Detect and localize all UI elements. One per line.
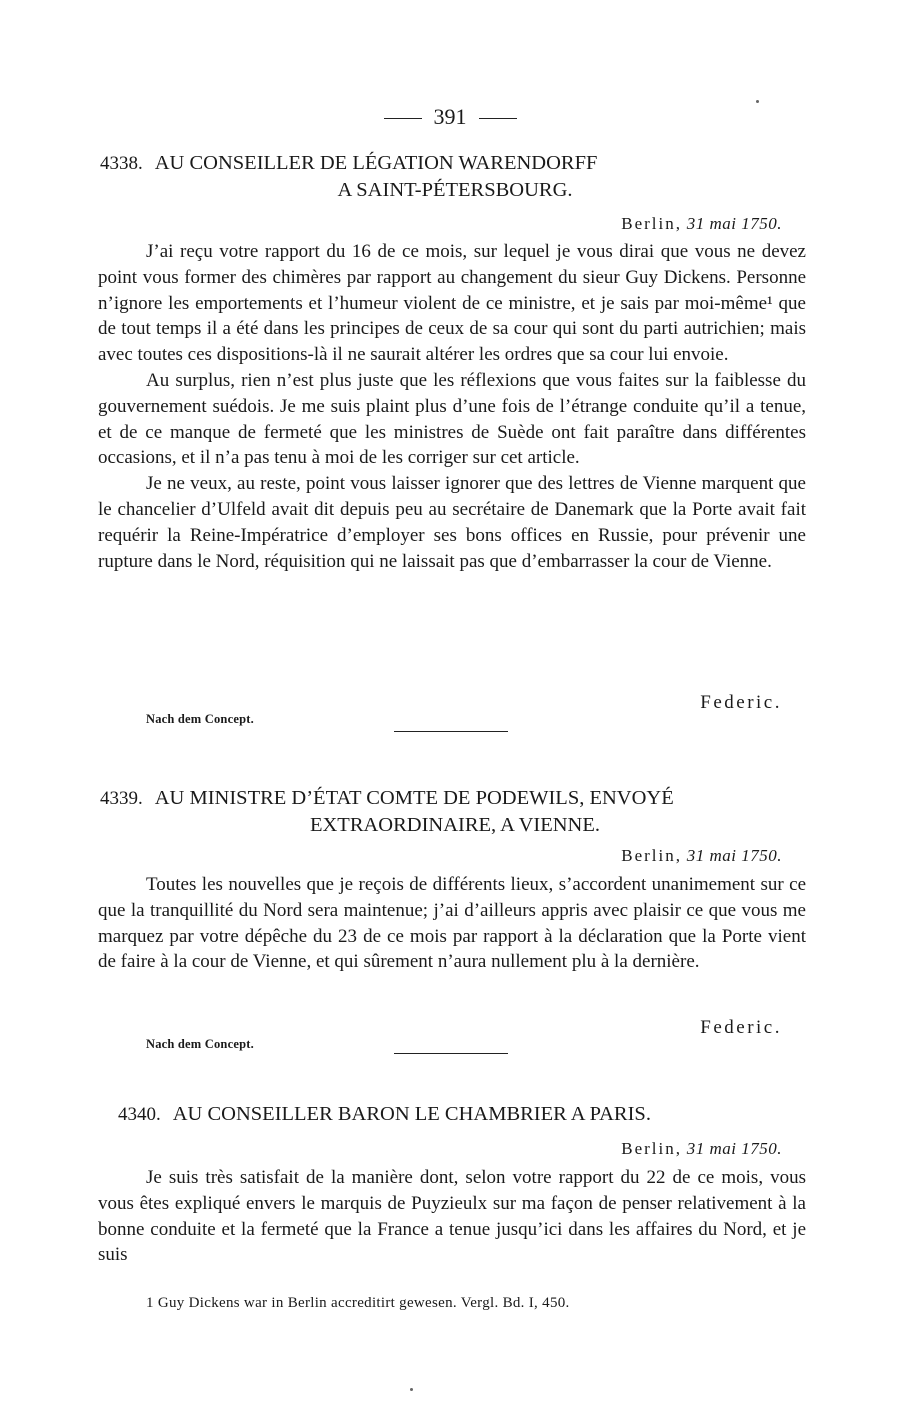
paragraph: Au surplus, rien n’est plus juste que les réflexions que vous faites sur la faiblesse du gouvernement suédois. Je me suis plaint plus d’une fois de l’étrange conduite qu’il a tenue, et de ce manque de fermeté que les ministres de Suède ont fait paraître dans différentes occasions, et il n’a pas tenu à moi de les corriger sur cet article. (98, 369, 806, 469)
letter-number: 4338. (100, 153, 143, 174)
page-number-dash-left (384, 118, 422, 119)
print-speck (410, 1388, 413, 1391)
dateline-date: 31 mai 1750. (686, 214, 782, 233)
letter-4339-dateline (621, 846, 782, 866)
paragraph: Je suis très satisfait de la manière dont, selon votre rapport du 22 de ce mois, vous vous êtes expliqué envers le marquis de Puyzieulx sur ma façon de penser relativement à la bonne conduite et la fermeté que la France a tenue jusqu’ici dans les affaires du Nord, et je suis (98, 1167, 806, 1266)
letter-4338-dateline (621, 214, 782, 234)
heading-line-2: EXTRAORDINAIRE, A VIENNE. (309, 814, 601, 836)
dateline-date: 31 mai 1750. (686, 846, 782, 865)
paragraph: J’ai reçu votre rapport du 16 de ce mois, sur lequel je vous dirai que vous ne devez point vous former des chimères par rapport au changement du sieur Guy Dickens. Personne n’ignore les emportements et l’humeur violent de ce ministre, et je sais par moi-même¹ que de tout temps il a été dans les principes de ceux de sa cour qui sont du parti autrichien; mais avec toutes ces dispositions-là il ne saurait altérer les ordres que sa cour lui envoie. (98, 241, 806, 366)
heading-line-1: AU MINISTRE D’ÉTAT COMTE DE PODEWILS, ENVOYÉ (154, 787, 674, 809)
dateline-place: Berlin, (621, 846, 682, 865)
letter-4340-heading (118, 1101, 828, 1128)
heading-line-1: AU CONSEILLER BARON LE CHAMBRIER A PARIS. (172, 1103, 651, 1125)
print-speck (756, 100, 759, 103)
dateline-place: Berlin, (621, 1139, 682, 1158)
letter-4340-body (98, 1165, 806, 1268)
letter-4339-body (98, 872, 806, 975)
letter-4338-source-note: Nach dem Concept. (146, 712, 254, 726)
letter-4338-signature: Federic. (700, 692, 782, 713)
letter-4339-source-note: Nach dem Concept. (146, 1037, 254, 1051)
letter-number: 4340. (118, 1104, 161, 1125)
dateline-date: 31 mai 1750. (686, 1139, 782, 1158)
letter-4340-dateline (621, 1139, 782, 1159)
page-number-dash-right (479, 118, 517, 119)
letter-number: 4339. (100, 788, 143, 809)
page-number-text: 391 (433, 104, 467, 129)
letter-4338-body (98, 239, 806, 574)
section-divider (394, 1053, 508, 1054)
footnote: 1 Guy Dickens war in Berlin accreditirt gewesen. Vergl. Bd. I, 450. (146, 1295, 570, 1311)
page-number (0, 104, 900, 130)
paragraph: Toutes les nouvelles que je reçois de différents lieux, s’accordent unanimement sur ce que la tranquillité du Nord sera maintenue; j’ai d’ailleurs appris avec plaisir ce que vous me marquez par votre dépêche du 23 de ce mois par rapport à la déclaration que la Porte vient de faire à la cour de Vienne, et qui sûrement n’aura nullement plu à la dernière. (98, 874, 806, 973)
dateline-place: Berlin, (621, 214, 682, 233)
heading-line-1: AU CONSEILLER DE LÉGATION WARENDORFF (154, 152, 598, 174)
letter-4339-signature: Federic. (700, 1017, 782, 1038)
section-divider (394, 731, 508, 732)
heading-line-2: A SAINT-PÉTERSBOURG. (337, 179, 573, 201)
paragraph: Je ne veux, au reste, point vous laisser ignorer que des lettres de Vienne marquent que le chancelier d’Ulfeld avait dit depuis peu au secrétaire de Danemark que la Porte avait fait requérir la Reine-Impératrice d’employer ses bons offices en Russie, pour prévenir une rupture dans le Nord, réquisition qui ne laissait pas que d’embarrasser la cour de Vienne. (98, 473, 806, 572)
letter-4339-heading (100, 785, 810, 838)
letter-4338-heading (100, 150, 810, 203)
